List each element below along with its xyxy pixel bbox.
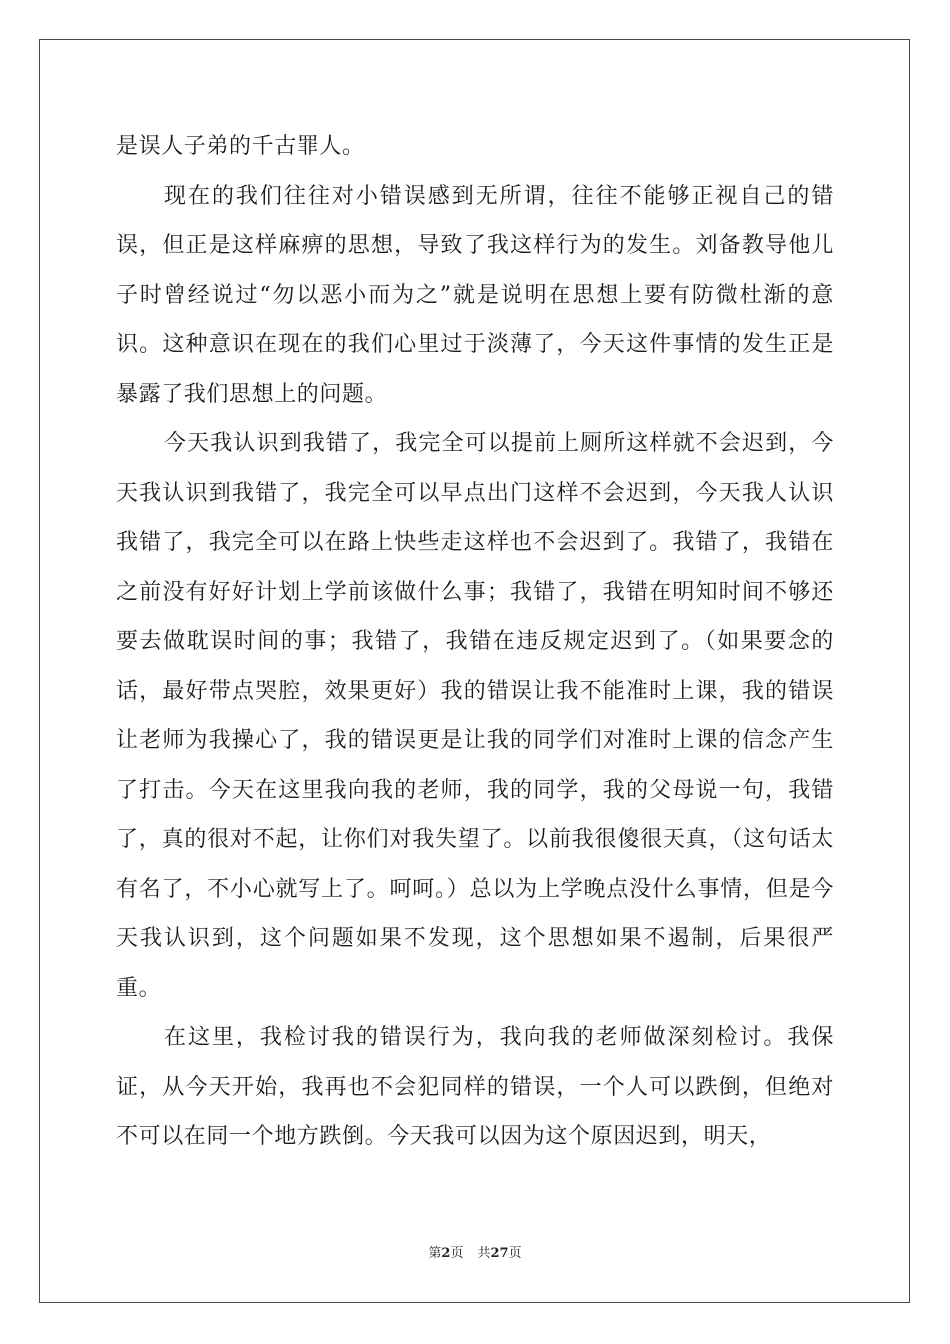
page-prefix: 第 [428,1246,442,1261]
paragraph-promise: 在这里，我检讨我的错误行为，我向我的老师做深刻检讨。我保证，从今天开始，我再也不会犯同样的错误，一个人可以跌倒，但绝对不可以在同一个地方跌倒。今天我可以因为这个原因迟到，明天， [116,1025,834,1149]
page-suffix: 页 [450,1246,464,1261]
paragraph-small-mistakes: 现在的我们往往对小错误感到无所谓，往往不能够正视自己的错误，但正是这样麻痹的思想，导致了我这样行为的发生。刘备教导他儿子时曾经说过“勿以恶小而为之”就是说明在思想上要有防微杜渐的意识。这种意识在现在的我们心里过于淡薄了，今天这件事情的发生正是暴露了我们思想上的问题。 [116,183,834,407]
total-suffix: 页 [508,1246,522,1261]
paragraph-admission: 今天我认识到我错了，我完全可以提前上厕所这样就不会迟到，今天我认识到我错了，我完全可以早点出门这样不会迟到，今天我人认识我错了，我完全可以在路上快些走这样也不会迟到了。我错了，我错在之前没有好好计划上学前该做什么事；我错了，我错在明知时间不够还要去做耽误时间的事；我错了，我错在违反规定迟到了。（如果要念的话，最好带点哭腔，效果更好）我的错误让我不能准时上课，我的错误让老师为我操心了，我的错误更是让我的同学们对准时上课的信念产生了打击。今天在这里我向我的老师，我的同学，我的父母说一句，我错了，真的很对不起，让你们对我失望了。以前我很傻很天真，（这句话太有名了，不小心就写上了。呵呵。）总以为上学晚点没什么事情，但是今天我认识到，这个问题如果不发现，这个思想如果不遏制，后果很严重。 [116,431,834,1001]
total-prefix: 共 [477,1246,491,1261]
page-footer [0,1245,950,1263]
document-body [116,122,834,1162]
total-pages: 27 [490,1246,509,1261]
page-number: 2 [441,1246,451,1261]
paragraph-continuation: 是误人子弟的千古罪人。 [116,134,365,159]
